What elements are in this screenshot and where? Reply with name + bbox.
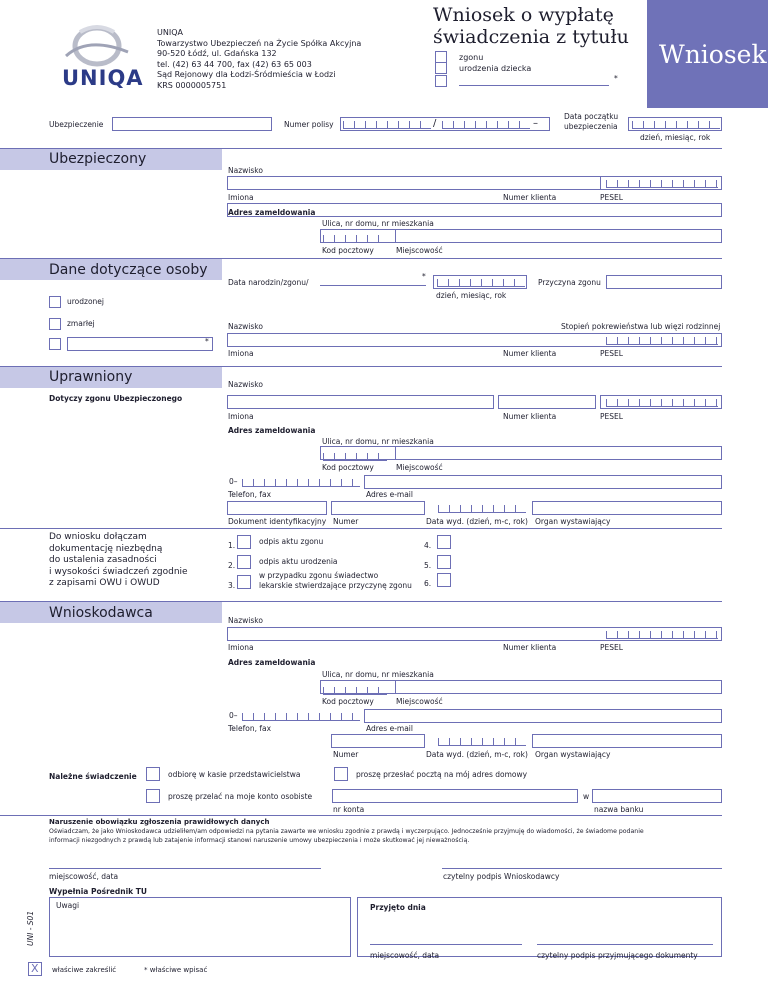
- adres-label: Adres zameldowania: [228, 658, 316, 667]
- ubezpieczenie-label: Ubezpieczenie: [49, 120, 104, 129]
- kod-ticks: [323, 687, 387, 695]
- kod-label: Kod pocztowy: [322, 246, 374, 255]
- urodzonej-label: urodzonej: [67, 297, 104, 306]
- section-rule: [0, 366, 722, 367]
- telefon-label: Telefon, fax: [228, 490, 272, 499]
- data-narodzin-label: Data narodzin/zgonu/: [228, 278, 309, 287]
- company-line: Sąd Rejonowy dla Łodzi-Śródmieścia w Łodzi: [157, 70, 336, 79]
- organ-input[interactable]: [532, 734, 722, 748]
- other-star: *: [205, 337, 209, 346]
- numer-polisy-ticks: [343, 121, 431, 129]
- attachments-intro-line: z zapisami OWU i OWUD: [49, 578, 160, 588]
- section-rule: [0, 148, 722, 149]
- form-title: [433, 4, 629, 48]
- nazwisko-input[interactable]: [227, 395, 494, 409]
- przyjeto-podpis-line[interactable]: [537, 944, 713, 945]
- imiona-label: Imiona: [228, 349, 254, 358]
- numer-klienta-label: Numer klienta: [503, 349, 557, 358]
- imiona-label: Imiona: [228, 643, 254, 652]
- data-wyd-ticks: [438, 505, 526, 513]
- kod-ticks: [323, 235, 387, 243]
- pesel-label: PESEL: [600, 412, 623, 421]
- nalezne-label: Należne świadczenie: [49, 772, 137, 781]
- other-input[interactable]: [67, 337, 213, 351]
- section-title-dane: Dane dotyczące osoby: [49, 262, 208, 278]
- data-wyd-label: Data wyd. (dzień, m-c, rok): [426, 517, 528, 526]
- nr-konta-label: nr konta: [333, 805, 365, 814]
- declaration-text: informacji niezgodnych z prawdą lub zatajenie informacji stanowi naruszenie umowy ubezpieczenia i może skutkować jej nieważnością.: [49, 837, 470, 844]
- pesel-ticks: [606, 399, 718, 407]
- company-line: tel. (42) 63 44 700, fax (42) 63 65 003: [157, 59, 312, 69]
- nazwa-banku-input[interactable]: [592, 789, 722, 803]
- attachment-3-label: [259, 571, 412, 591]
- attachment-1-label: odpis aktu zgonu: [259, 537, 324, 546]
- form-code: UNI - S01: [26, 910, 35, 946]
- email-label: Adres e-mail: [366, 490, 413, 499]
- imiona-label: Imiona: [228, 193, 254, 202]
- przyjeto-data-label: miejscowość, data: [370, 951, 440, 960]
- logo-text: UNIQA: [62, 66, 144, 90]
- company-info: [157, 28, 361, 91]
- przyjeto-podpis-label: czytelny podpis przyjmującego dokumenty: [537, 951, 698, 960]
- konto-checkbox[interactable]: [146, 789, 160, 803]
- attachment-4-checkbox[interactable]: [437, 535, 451, 549]
- kod-label: Kod pocztowy: [322, 463, 374, 472]
- title-line: świadczenia z tytułu: [433, 26, 629, 48]
- numer-polisy-ticks-2: [442, 121, 530, 129]
- attachment-1-checkbox[interactable]: [237, 535, 251, 549]
- pesel-ticks: [606, 180, 718, 188]
- option-other-star: *: [614, 74, 618, 83]
- miejscowosc-input[interactable]: [395, 446, 722, 460]
- pesel-ticks: [606, 631, 718, 639]
- date-hint: dzień, miesiąc, rok: [640, 133, 711, 142]
- nazwisko-label: Nazwisko: [228, 380, 263, 389]
- numer-label: Numer: [333, 750, 359, 759]
- nazwa-banku-label: nazwa banku: [594, 805, 644, 814]
- data-wyd-label: Data wyd. (dzień, m-c, rok): [426, 750, 528, 759]
- telefon-ticks: [242, 713, 360, 721]
- corner-title: Wniosek: [659, 40, 767, 69]
- declaration-text: Oświadczam, że jako Wnioskodawca udzieliłem/am odpowiedzi na pytania zawarte we wniosku zgodnie z prawdą i wyczerpująco. Jednocześnie przyjmuję do wiadomości, że świadome podanie: [49, 828, 644, 835]
- attachment-3-line: lekarskie stwierdzające przyczynę zgonu: [259, 581, 412, 590]
- phone-prefix: 0–: [229, 477, 238, 486]
- numer-dokumentu-input[interactable]: [331, 501, 425, 515]
- miejscowosc-label: Miejscowość: [396, 463, 443, 472]
- miejscowosc-input[interactable]: [395, 229, 722, 243]
- numer-klienta-label: Numer klienta: [503, 643, 557, 652]
- podpis-line[interactable]: [442, 868, 722, 869]
- ubezpieczenie-input[interactable]: [112, 117, 272, 131]
- kod-label: Kod pocztowy: [322, 697, 374, 706]
- miejscowosc-data-line[interactable]: [49, 868, 321, 869]
- attachment-3-checkbox[interactable]: [237, 575, 251, 589]
- option-other-line[interactable]: [459, 85, 609, 86]
- miejscowosc-data-label: miejscowość, data: [49, 872, 119, 881]
- numer-polisy-label: Numer polisy: [284, 120, 334, 129]
- poczta-checkbox[interactable]: [334, 767, 348, 781]
- poczta-label: proszę przesłać pocztą na mój adres domowy: [356, 770, 528, 779]
- date-hint: dzień, miesiąc, rok: [436, 291, 507, 300]
- section-title-ubezpieczony: Ubezpieczony: [49, 151, 147, 167]
- pesel-ticks: [606, 337, 718, 345]
- zmarlej-label: zmarłej: [67, 319, 95, 328]
- adres-label: Adres zameldowania: [228, 426, 316, 435]
- telefon-ticks: [242, 479, 360, 487]
- other-checkbox[interactable]: [49, 338, 61, 350]
- corner-tab: [647, 0, 768, 108]
- podpis-label: czytelny podpis Wnioskodawcy: [443, 872, 560, 881]
- section-rule: [0, 528, 722, 529]
- nazwisko-label: Nazwisko: [228, 616, 263, 625]
- numer-klienta-label: Numer klienta: [503, 193, 557, 202]
- section-title-wnioskodawca: Wnioskodawca: [49, 605, 153, 621]
- numer-klienta-input[interactable]: [498, 395, 596, 409]
- legend-x-mark: X: [31, 962, 39, 975]
- email-input[interactable]: [364, 709, 722, 723]
- numer-dokumentu-input[interactable]: [331, 734, 425, 748]
- section-rule: [0, 815, 722, 816]
- urodzonej-checkbox[interactable]: [49, 296, 61, 308]
- zmarlej-checkbox[interactable]: [49, 318, 61, 330]
- data-narodzin-line[interactable]: [320, 285, 426, 286]
- pesel-label: PESEL: [600, 349, 623, 358]
- miejscowosc-label: Miejscowość: [396, 697, 443, 706]
- legend-zakreslic: właściwe zakreślić: [52, 966, 117, 974]
- section-title-uprawniony: Uprawniony: [49, 369, 133, 385]
- kasa-label: odbiorę w kasie przedstawicielstwa: [168, 770, 301, 779]
- data-poczatku-ticks: [632, 121, 720, 129]
- data-poczatku-line: Data początku: [564, 112, 619, 121]
- email-input[interactable]: [364, 475, 722, 489]
- section-rule: [0, 601, 722, 602]
- attachment-number: 6.: [424, 579, 432, 588]
- attachment-3-line: w przypadku zgonu świadectwo: [259, 571, 379, 580]
- przyczyna-label: Przyczyna zgonu: [538, 278, 601, 287]
- attachment-6-checkbox[interactable]: [437, 573, 451, 587]
- telefon-label: Telefon, fax: [228, 724, 272, 733]
- attachments-intro-line: i wysokości świadczeń zgodnie: [49, 566, 188, 577]
- phone-prefix: 0–: [229, 711, 238, 720]
- data-narodzin-star: *: [422, 272, 426, 281]
- ulica-label: Ulica, nr domu, nr mieszkania: [322, 437, 434, 446]
- organ-label: Organ wystawiający: [535, 750, 611, 759]
- konto-label: proszę przelać na moje konto osobiste: [168, 792, 313, 801]
- uwagi-label: Uwagi: [56, 901, 80, 910]
- data-poczatku-label: [564, 112, 618, 132]
- company-line: 90-520 Łódź, ul. Gdańska 132: [157, 49, 277, 58]
- attachment-2-checkbox[interactable]: [237, 555, 251, 569]
- w-label: w: [583, 792, 590, 801]
- kasa-checkbox[interactable]: [146, 767, 160, 781]
- ulica-label: Ulica, nr domu, nr mieszkania: [322, 670, 434, 679]
- data-poczatku-line: ubezpieczenia: [564, 122, 618, 131]
- option-death-label: zgonu: [459, 53, 484, 62]
- attachment-number: 2.: [228, 561, 236, 570]
- organ-label: Organ wystawiający: [535, 517, 611, 526]
- organ-input[interactable]: [532, 501, 722, 515]
- dokument-input[interactable]: [227, 501, 327, 515]
- imiona-label: Imiona: [228, 412, 254, 421]
- title-line: Wniosek o wypłatę: [433, 4, 614, 26]
- policy-slash: /: [433, 118, 437, 129]
- przyjeto-data-line[interactable]: [370, 944, 522, 945]
- attachment-number: 5.: [424, 561, 432, 570]
- option-birth-checkbox[interactable]: [435, 62, 447, 74]
- stopien-label: Stopień pokrewieństwa lub więzi rodzinnej: [561, 322, 721, 331]
- attachment-2-label: odpis aktu urodzenia: [259, 557, 338, 566]
- company-line: KRS 0000005751: [157, 80, 227, 90]
- attachment-number: 4.: [424, 541, 432, 550]
- data-zdarzenia-ticks: [437, 279, 525, 287]
- uniqa-logo: [58, 22, 144, 92]
- dokument-label: Dokument identyfikacyjny: [228, 517, 327, 526]
- ulica-label: Ulica, nr domu, nr mieszkania: [322, 219, 434, 228]
- wypelnia-label: Wypełnia Pośrednik TU: [49, 887, 147, 896]
- nazwisko-label: Nazwisko: [228, 322, 263, 331]
- numer-klienta-label: Numer klienta: [503, 412, 557, 421]
- numer-label: Numer: [333, 517, 359, 526]
- option-birth-label: urodzenia dziecka: [459, 64, 532, 73]
- declaration-title: Naruszenie obowiązku zgłoszenia prawidłowych danych: [49, 818, 270, 826]
- company-line: Towarzystwo Ubezpieczeń na Życie Spółka Akcyjna: [157, 38, 362, 48]
- przyjeto-label: Przyjęto dnia: [370, 903, 426, 912]
- data-wyd-ticks: [438, 738, 526, 746]
- company-line: UNIQA: [157, 28, 183, 37]
- attachments-intro-line: Do wniosku dołączam: [49, 532, 147, 542]
- uwagi-input[interactable]: [49, 897, 351, 957]
- adres-label: Adres zameldowania: [228, 208, 316, 217]
- legend-wpisac: * właściwe wpisać: [144, 966, 208, 974]
- logo-emblem-icon: [58, 22, 136, 68]
- attachments-intro: [49, 532, 188, 590]
- pesel-label: PESEL: [600, 643, 623, 652]
- section-rule: [0, 258, 722, 259]
- nr-konta-input[interactable]: [332, 789, 578, 803]
- attachments-intro-line: do ustalenia zasadności: [49, 555, 157, 565]
- miejscowosc-label: Miejscowość: [396, 246, 443, 255]
- przyczyna-input[interactable]: [606, 275, 722, 289]
- attachment-number: 3.: [228, 581, 236, 590]
- dotyczy-label: Dotyczy zgonu Ubezpieczonego: [49, 394, 183, 403]
- email-label: Adres e-mail: [366, 724, 413, 733]
- attachment-5-checkbox[interactable]: [437, 555, 451, 569]
- kod-ticks: [323, 453, 387, 461]
- pesel-label: PESEL: [600, 193, 623, 202]
- miejscowosc-input[interactable]: [395, 680, 722, 694]
- attachments-intro-line: dokumentację niezbędną: [49, 543, 163, 554]
- option-other-checkbox[interactable]: [435, 75, 447, 87]
- policy-dash: –: [533, 118, 538, 129]
- nazwisko-label: Nazwisko: [228, 166, 263, 175]
- attachment-number: 1.: [228, 541, 236, 550]
